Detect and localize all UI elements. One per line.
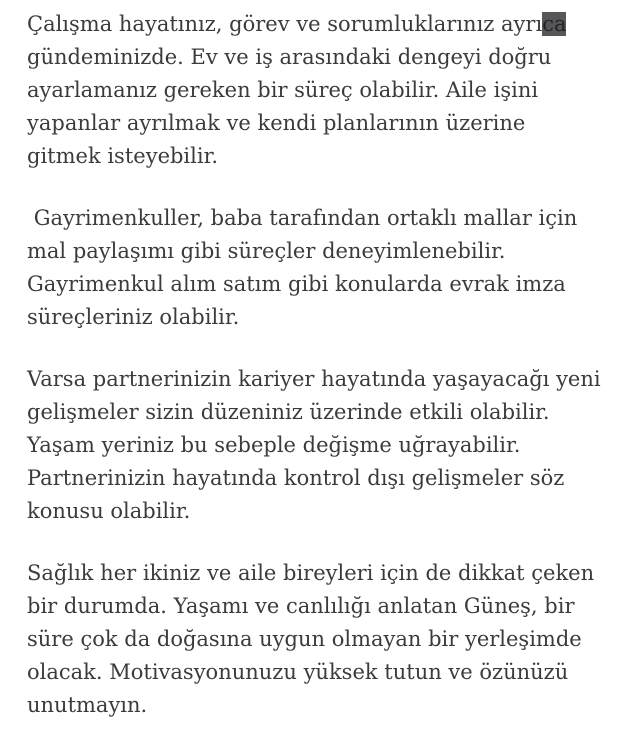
paragraph xyxy=(27,202,603,334)
article-body xyxy=(27,8,608,722)
text-segment: Çalışma hayatınız, görev ve sorumluklarınız ayrı xyxy=(27,12,543,36)
text-segment: Sağlık her ikiniz ve aile bireyleri için de dikkat çeken bir durumda. Yaşamı ve canlılığı anlatan Güneş, bir süre çok da doğasına uygun olmayan bir yerleşimde olacak. Motivasyonunuzu yüksek tutun ve özünüzü unutmayın. xyxy=(27,561,601,717)
text-segment: gündeminizde. Ev ve iş arasındaki dengeyi doğru ayarlamanız gereken bir süreç olabilir. Aile işini yapanlar ayrılmak ve kendi planlarının üzerine gitmek isteyebilir. xyxy=(27,12,574,168)
text-segment: Gayrimenkuller, baba tarafından ortaklı mallar için mal paylaşımı gibi süreçler deneyimlenebilir. Gayrimenkul alım satım gibi konularda evrak imza süreçleriniz olabilir. xyxy=(27,206,584,329)
paragraph xyxy=(27,557,603,722)
text-segment: Varsa partnerinizin kariyer hayatında yaşayacağı yeni gelişmeler sizin düzeniniz üzerinde etkili olabilir. Yaşam yeriniz bu sebeple değişme uğrayabilir. Partnerinizin hayatında kontrol dışı gelişmeler söz konusu olabilir. xyxy=(27,367,608,523)
paragraph xyxy=(27,363,608,528)
paragraph xyxy=(27,8,603,173)
selection-highlight: ca xyxy=(542,12,567,36)
